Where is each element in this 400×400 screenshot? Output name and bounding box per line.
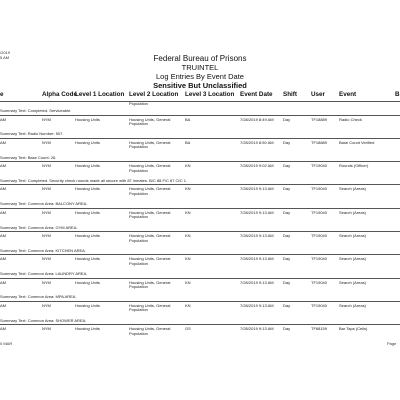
cell-alpha: NYM xyxy=(42,233,51,238)
cell-l3: GS xyxy=(185,326,191,332)
row-divider xyxy=(0,231,400,232)
cell-event: Bar Taps (Cells) xyxy=(339,326,368,332)
cell-event: Search (Areas) xyxy=(339,186,366,192)
cell-l2: Housing Units, General Population xyxy=(129,116,171,127)
col-header-event: Event xyxy=(339,91,357,98)
cell-l3: BA xyxy=(185,116,191,122)
summary-text: Summary Text: Completed. Serviceable. xyxy=(0,108,72,113)
row-divider xyxy=(0,184,400,185)
cell-l2: Housing Units, General Population xyxy=(129,186,171,196)
cell-l2: Housing Units, General Population xyxy=(129,233,171,243)
cell-event: Search (Areas) xyxy=(339,209,366,215)
cell-l3: KN xyxy=(185,209,191,215)
cell-ampm: AM xyxy=(0,326,6,332)
system-title: TRUINTEL xyxy=(181,63,219,72)
cell-ampm: AM xyxy=(0,186,6,192)
cell-l1: Housing Units xyxy=(75,256,100,262)
cell-alpha: NYM xyxy=(42,209,51,215)
report-run-date: /2019 xyxy=(0,50,11,55)
cell-date: 7/28/2019 9:13 AM xyxy=(240,302,274,308)
col-header-alpha-code: Alpha Code xyxy=(42,91,77,98)
cell-l3: KN xyxy=(185,302,191,308)
cell-shift: Day xyxy=(283,116,291,122)
cell-ampm: AM xyxy=(0,116,6,122)
col-header-level1: Level 1 Location xyxy=(75,91,125,98)
classification-title: Sensitive But Unclassified xyxy=(153,81,247,90)
footer-left: 0 MAR xyxy=(0,341,13,346)
cell-alpha: NYM xyxy=(42,163,51,169)
cell-alpha: NYM xyxy=(42,186,51,192)
summary-text: Summary Text: Completed. Security check rounds made all secure with 87 inmates. B/C 88 F/C 87 O/C 1 xyxy=(0,177,187,183)
cell-shift: Day xyxy=(283,256,291,262)
agency-title: Federal Bureau of Prisons xyxy=(153,54,247,63)
report-title: Log Entries By Event Date xyxy=(156,72,244,81)
cell-ampm: AM xyxy=(0,302,6,308)
col-header-b: B xyxy=(395,91,400,98)
cell-alpha: NYM xyxy=(42,302,51,308)
cell-l1: Housing Units xyxy=(75,279,100,285)
summary-text: Summary Text: Common Area: SHOWER AREA. xyxy=(0,317,87,323)
cell-alpha: NYM xyxy=(42,256,51,262)
cell-l1: Housing Units xyxy=(75,186,100,192)
summary-text: Summary Text: Common Area: LAUNDRY AREA. xyxy=(0,271,88,277)
cell-event: Search (Areas) xyxy=(339,279,366,285)
cell-event: Search (Areas) xyxy=(339,233,366,238)
cell-date: 7/28/2019 8:50 AM xyxy=(240,139,274,145)
cell-alpha: NYM xyxy=(42,116,51,122)
cell-user: TF19040 xyxy=(311,279,328,285)
cell-l3: KN xyxy=(185,256,191,262)
cell-l2: Housing Units, General Population xyxy=(129,279,171,290)
cell-date: 7/28/2019 9:13 AM xyxy=(240,279,274,285)
cell-l3: KN xyxy=(185,279,191,285)
cell-shift: Day xyxy=(283,209,291,215)
cell-ampm: AM xyxy=(0,209,6,215)
cell-ampm: AM xyxy=(0,279,6,285)
cell-shift: Day xyxy=(283,163,291,169)
cell-event: Base Count Verified xyxy=(339,139,375,145)
cell-l3: BA xyxy=(185,139,191,145)
summary-text: Summary Text: Base Count: 26. xyxy=(0,154,57,160)
top-fragment: Population xyxy=(129,101,148,106)
row-divider xyxy=(0,254,400,255)
cell-ampm: AM xyxy=(0,256,6,262)
footer-page: Page xyxy=(387,341,397,346)
row-divider xyxy=(0,208,400,209)
cell-event: Rounds (Officer) xyxy=(339,163,369,169)
cell-user: TF19040 xyxy=(311,209,328,215)
cell-event: Search (Areas) xyxy=(339,302,366,308)
cell-l1: Housing Units xyxy=(75,116,100,122)
cell-l3: KN xyxy=(185,233,191,238)
cell-shift: Day xyxy=(283,302,291,308)
row-divider xyxy=(0,161,400,162)
cell-user: TF68159 xyxy=(311,326,328,332)
cell-l2: Housing Units, General Population xyxy=(129,326,171,336)
cell-event: Radio Check xyxy=(339,116,362,122)
cell-user: TF19040 xyxy=(311,302,328,308)
cell-user: TF19040 xyxy=(311,256,328,262)
cell-user: TF18889 xyxy=(311,139,328,145)
cell-user: TF19040 xyxy=(311,163,328,169)
col-header-shift-time: e xyxy=(0,91,4,98)
cell-shift: Day xyxy=(283,186,291,192)
cell-shift: Day xyxy=(283,279,291,285)
cell-l1: Housing Units xyxy=(75,233,100,238)
report-run-time: 5 AM xyxy=(0,55,10,60)
cell-l2: Housing Units, General Population xyxy=(129,163,171,173)
cell-alpha: NYM xyxy=(42,139,51,145)
row-divider xyxy=(0,301,400,302)
col-header-level3: Level 3 Location xyxy=(185,91,235,98)
cell-ampm: AM xyxy=(0,163,6,169)
cell-l1: Housing Units xyxy=(75,326,100,332)
cell-l2: Housing Units, General Population xyxy=(129,209,171,220)
cell-shift: Day xyxy=(283,139,291,145)
column-header-row xyxy=(0,91,400,101)
summary-text: Summary Text: Common Area: KITCHEN AREA. xyxy=(0,247,86,253)
cell-alpha: NYM xyxy=(42,326,51,332)
row-divider xyxy=(0,138,400,139)
cell-date: 7/28/2019 9:13 AM xyxy=(240,233,274,238)
row-divider xyxy=(0,278,400,279)
cell-l1: Housing Units xyxy=(75,302,100,308)
cell-l1: Housing Units xyxy=(75,209,100,215)
cell-date: 7/28/2019 9:13 AM xyxy=(240,326,274,332)
col-header-user: User xyxy=(311,91,326,98)
cell-l2: Housing Units, General Population xyxy=(129,302,171,313)
cell-l3: KN xyxy=(185,163,191,169)
cell-shift: Day xyxy=(283,326,291,332)
cell-user: TF18889 xyxy=(311,116,328,122)
cell-shift: Day xyxy=(283,233,291,238)
col-header-shift: Shift xyxy=(283,91,297,98)
col-header-level2: Level 2 Location xyxy=(129,91,179,98)
cell-date: 7/28/2019 9:02 AM xyxy=(240,163,274,169)
header-rule xyxy=(0,101,400,102)
cell-user: TF19040 xyxy=(311,233,328,238)
cell-l2: Housing Units, General Population xyxy=(129,139,171,150)
col-header-event-date: Event Date xyxy=(240,91,273,98)
cell-l3: KN xyxy=(185,186,191,192)
cell-l1: Housing Units xyxy=(75,163,100,169)
cell-date: 7/28/2019 9:13 AM xyxy=(240,186,274,192)
cell-user: TF19040 xyxy=(311,186,328,192)
summary-text: Summary Text: Common Area: MPA AREA. xyxy=(0,294,77,300)
cell-date: 7/28/2019 9:13 AM xyxy=(240,209,274,215)
summary-text: Summary Text: Radio Number: 507. xyxy=(0,131,64,137)
summary-text: Summary Text: Common Area: BALCONY AREA. xyxy=(0,201,88,207)
cell-event: Search (Areas) xyxy=(339,256,366,262)
cell-alpha: NYM xyxy=(42,279,51,285)
cell-ampm: AM xyxy=(0,139,6,145)
cell-date: 7/28/2019 9:13 AM xyxy=(240,256,274,262)
row-divider xyxy=(0,115,400,116)
summary-text: Summary Text: Common Area: GYM AREA. xyxy=(0,224,78,230)
row-divider xyxy=(0,324,400,325)
cell-l1: Housing Units xyxy=(75,139,100,145)
cell-date: 7/28/2019 8:49 AM xyxy=(240,116,274,122)
cell-ampm: AM xyxy=(0,233,6,238)
cell-l2: Housing Units, General Population xyxy=(129,256,171,266)
